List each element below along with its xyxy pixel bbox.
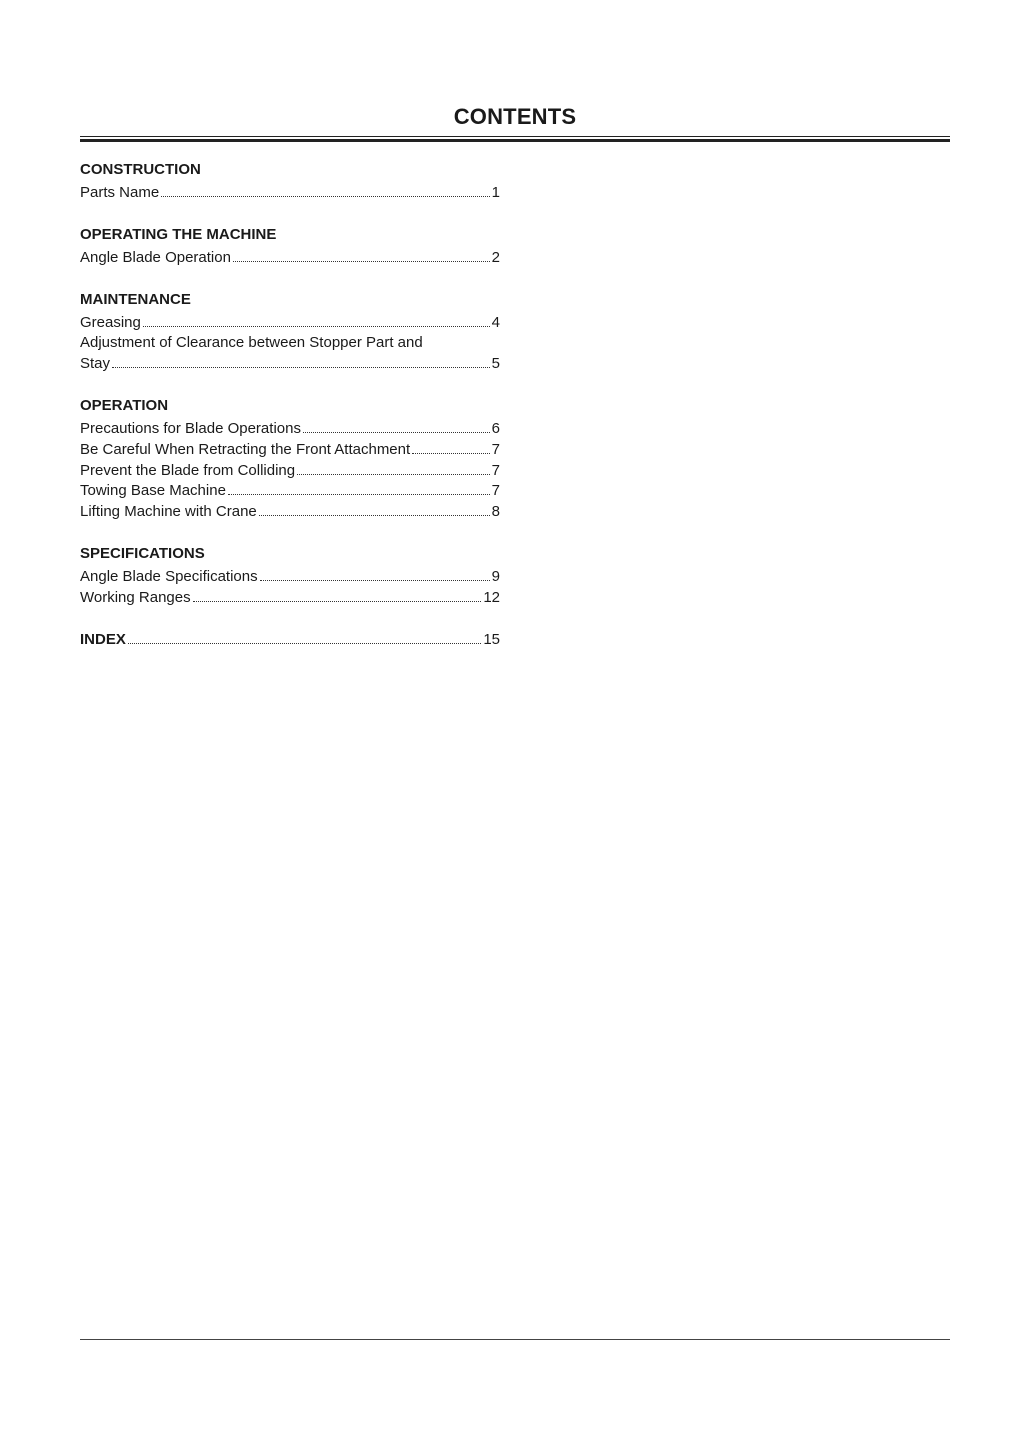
- dot-leader: [128, 643, 481, 644]
- toc-entry[interactable]: [80, 481, 500, 502]
- section-title: OPERATING THE MACHINE: [80, 225, 277, 243]
- toc-entry[interactable]: [80, 248, 500, 269]
- entry-continuation: [80, 354, 500, 375]
- entry-label: Prevent the Blade from Colliding: [80, 461, 296, 479]
- entry-label-line2: Stay: [80, 355, 111, 373]
- entry-label: Lifting Machine with Crane: [80, 503, 257, 521]
- entry-label-line1: Adjustment of Clearance between Stopper Part and: [80, 334, 423, 352]
- dot-leader: [259, 515, 490, 516]
- toc-section-construction: [80, 160, 500, 204]
- toc-section-operation: [80, 396, 500, 523]
- title-rule-thick: [80, 139, 950, 142]
- toc-entry[interactable]: [80, 313, 500, 334]
- toc-entry[interactable]: [80, 440, 500, 461]
- entry-label: Towing Base Machine: [80, 482, 226, 500]
- dot-leader: [412, 453, 489, 454]
- toc-section-operating-the-machine: [80, 225, 500, 269]
- table-of-contents: [80, 160, 500, 650]
- entry-label: Greasing: [80, 313, 141, 331]
- entry-label: Angle Blade Specifications: [80, 567, 258, 585]
- section-title: OPERATION: [80, 396, 169, 414]
- section-title: MAINTENANCE: [80, 290, 191, 308]
- entry-page-number: 1: [491, 184, 500, 201]
- toc-entry[interactable]: [80, 588, 500, 609]
- title-rule-thin: [80, 136, 950, 137]
- entry-label: Be Careful When Retracting the Front Attachment: [80, 440, 411, 458]
- entry-page-number: 15: [483, 630, 500, 648]
- dot-leader: [303, 432, 490, 433]
- entry-page-number: 7: [491, 440, 500, 458]
- toc-entry[interactable]: [80, 419, 500, 440]
- entry-page-number: 9: [491, 567, 500, 585]
- page-title: CONTENTS: [453, 104, 577, 129]
- dot-leader: [297, 474, 490, 475]
- entry-page-number: 2: [491, 248, 500, 266]
- entry-page-number: 5: [491, 355, 500, 373]
- entry-label: Angle Blade Operation: [80, 248, 231, 266]
- toc-section-maintenance: [80, 290, 500, 375]
- entry-label: Working Ranges: [80, 588, 191, 606]
- toc-entry[interactable]: [80, 183, 500, 204]
- toc-entry-multiline[interactable]: [80, 333, 500, 375]
- toc-entry[interactable]: [80, 502, 500, 523]
- entry-page-number: 7: [491, 482, 500, 500]
- dot-leader: [112, 367, 490, 368]
- dot-leader: [233, 261, 490, 262]
- dot-leader: [161, 196, 489, 197]
- section-title: SPECIFICATIONS: [80, 544, 205, 562]
- toc-entry[interactable]: [80, 461, 500, 482]
- dot-leader: [228, 494, 490, 495]
- entry-page-number: 6: [491, 419, 500, 437]
- entry-label: Parts Name: [80, 184, 160, 201]
- entry-label: Precautions for Blade Operations: [80, 419, 301, 437]
- toc-section-specifications: [80, 544, 500, 609]
- section-title: CONSTRUCTION: [80, 161, 201, 178]
- entry-page-number: 7: [491, 461, 500, 479]
- dot-leader: [143, 326, 490, 327]
- entry-page-number: 12: [483, 588, 500, 606]
- entry-page-number: 8: [491, 503, 500, 521]
- footer-rule: [80, 1339, 950, 1340]
- index-label: INDEX: [80, 630, 126, 648]
- entry-page-number: 4: [491, 313, 500, 331]
- toc-entry-index[interactable]: [80, 630, 500, 650]
- dot-leader: [260, 580, 490, 581]
- dot-leader: [193, 601, 482, 602]
- toc-entry[interactable]: [80, 567, 500, 588]
